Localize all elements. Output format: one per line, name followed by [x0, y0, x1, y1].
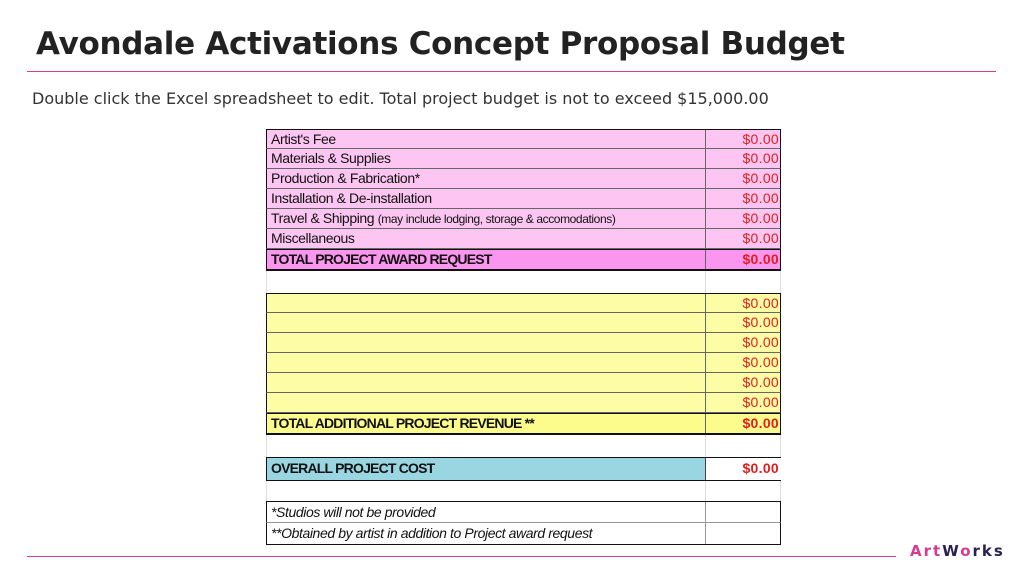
cell-value[interactable]: $0.00: [742, 170, 779, 186]
overall-cost-row[interactable]: [266, 457, 781, 481]
cell-value[interactable]: $0.00: [742, 314, 779, 330]
revenue-total-row[interactable]: [266, 413, 781, 435]
revenue-row[interactable]: [266, 333, 781, 353]
overall-cost-value[interactable]: $0.00: [706, 458, 782, 480]
cell-label[interactable]: Installation & De-installation: [267, 189, 706, 208]
cell-value[interactable]: $0.00: [742, 295, 779, 311]
empty-cell[interactable]: [267, 481, 706, 501]
cell-value[interactable]: $0.00: [742, 394, 779, 410]
logo-text: rks: [972, 542, 1005, 560]
award-row-production[interactable]: [266, 169, 781, 189]
cell-label[interactable]: [267, 393, 706, 412]
revenue-row[interactable]: [266, 293, 781, 313]
cell-value[interactable]: $0.00: [742, 210, 779, 226]
spacer-row[interactable]: [266, 481, 781, 501]
footer-divider: [27, 556, 896, 557]
spacer-row[interactable]: [266, 271, 781, 293]
cell-value[interactable]: $0.00: [742, 190, 779, 206]
cell-value[interactable]: $0.00: [742, 354, 779, 370]
footnote-text: **Obtained by artist in addition to Project award request: [267, 523, 706, 544]
footnote-text: *Studios will not be provided: [267, 502, 706, 522]
award-total-value[interactable]: $0.00: [742, 251, 779, 267]
travel-note: (may include lodging, storage & accomodations): [377, 212, 616, 226]
award-row-misc[interactable]: [266, 229, 781, 249]
cell-value[interactable]: $0.00: [742, 150, 779, 166]
cell-value[interactable]: $0.00: [742, 374, 779, 390]
revenue-row[interactable]: [266, 373, 781, 393]
cell-label[interactable]: [267, 353, 706, 372]
cell-value[interactable]: $0.00: [742, 334, 779, 350]
revenue-row[interactable]: [266, 393, 781, 413]
cell-value[interactable]: $0.00: [742, 230, 779, 246]
slide-subtitle: Double click the Excel spreadsheet to edit. Total project budget is not to exceed $15,000.00: [32, 89, 769, 108]
cell-label[interactable]: Materials & Supplies: [267, 149, 706, 168]
cell-label[interactable]: Production & Fabrication*: [267, 169, 706, 188]
cell-label[interactable]: [267, 209, 706, 228]
award-row-artists-fee[interactable]: [266, 129, 781, 149]
cell-label[interactable]: [267, 333, 706, 352]
footnote-row[interactable]: [266, 523, 781, 545]
title-divider: [27, 71, 996, 72]
footnote-row[interactable]: [266, 501, 781, 523]
cell-label[interactable]: [267, 294, 706, 312]
logo-text: Art: [910, 542, 943, 560]
award-row-materials[interactable]: [266, 149, 781, 169]
empty-cell[interactable]: [267, 271, 706, 293]
spacer-row[interactable]: [266, 435, 781, 457]
slide-title: Avondale Activations Concept Proposal Budget: [36, 26, 845, 62]
revenue-total-value[interactable]: $0.00: [742, 415, 779, 431]
empty-cell[interactable]: [267, 435, 706, 457]
award-row-travel[interactable]: [266, 209, 781, 229]
award-row-installation[interactable]: [266, 189, 781, 209]
cell-label[interactable]: Miscellaneous: [267, 229, 706, 248]
revenue-total-label[interactable]: TOTAL ADDITIONAL PROJECT REVENUE **: [267, 414, 706, 433]
cell-label[interactable]: [267, 373, 706, 392]
revenue-row[interactable]: [266, 313, 781, 333]
cell-label[interactable]: [267, 313, 706, 332]
cell-label[interactable]: Artist's Fee: [267, 130, 706, 148]
cell-value[interactable]: $0.00: [742, 131, 779, 147]
logo-text: W: [942, 542, 961, 560]
award-total-label[interactable]: TOTAL PROJECT AWARD REQUEST: [267, 250, 706, 269]
revenue-row[interactable]: [266, 353, 781, 373]
award-total-row[interactable]: [266, 249, 781, 271]
overall-cost-label[interactable]: OVERALL PROJECT COST: [267, 458, 706, 480]
travel-label: Travel & Shipping: [271, 210, 375, 226]
logo-text: o: [960, 542, 973, 560]
artworks-logo: [910, 542, 1005, 560]
